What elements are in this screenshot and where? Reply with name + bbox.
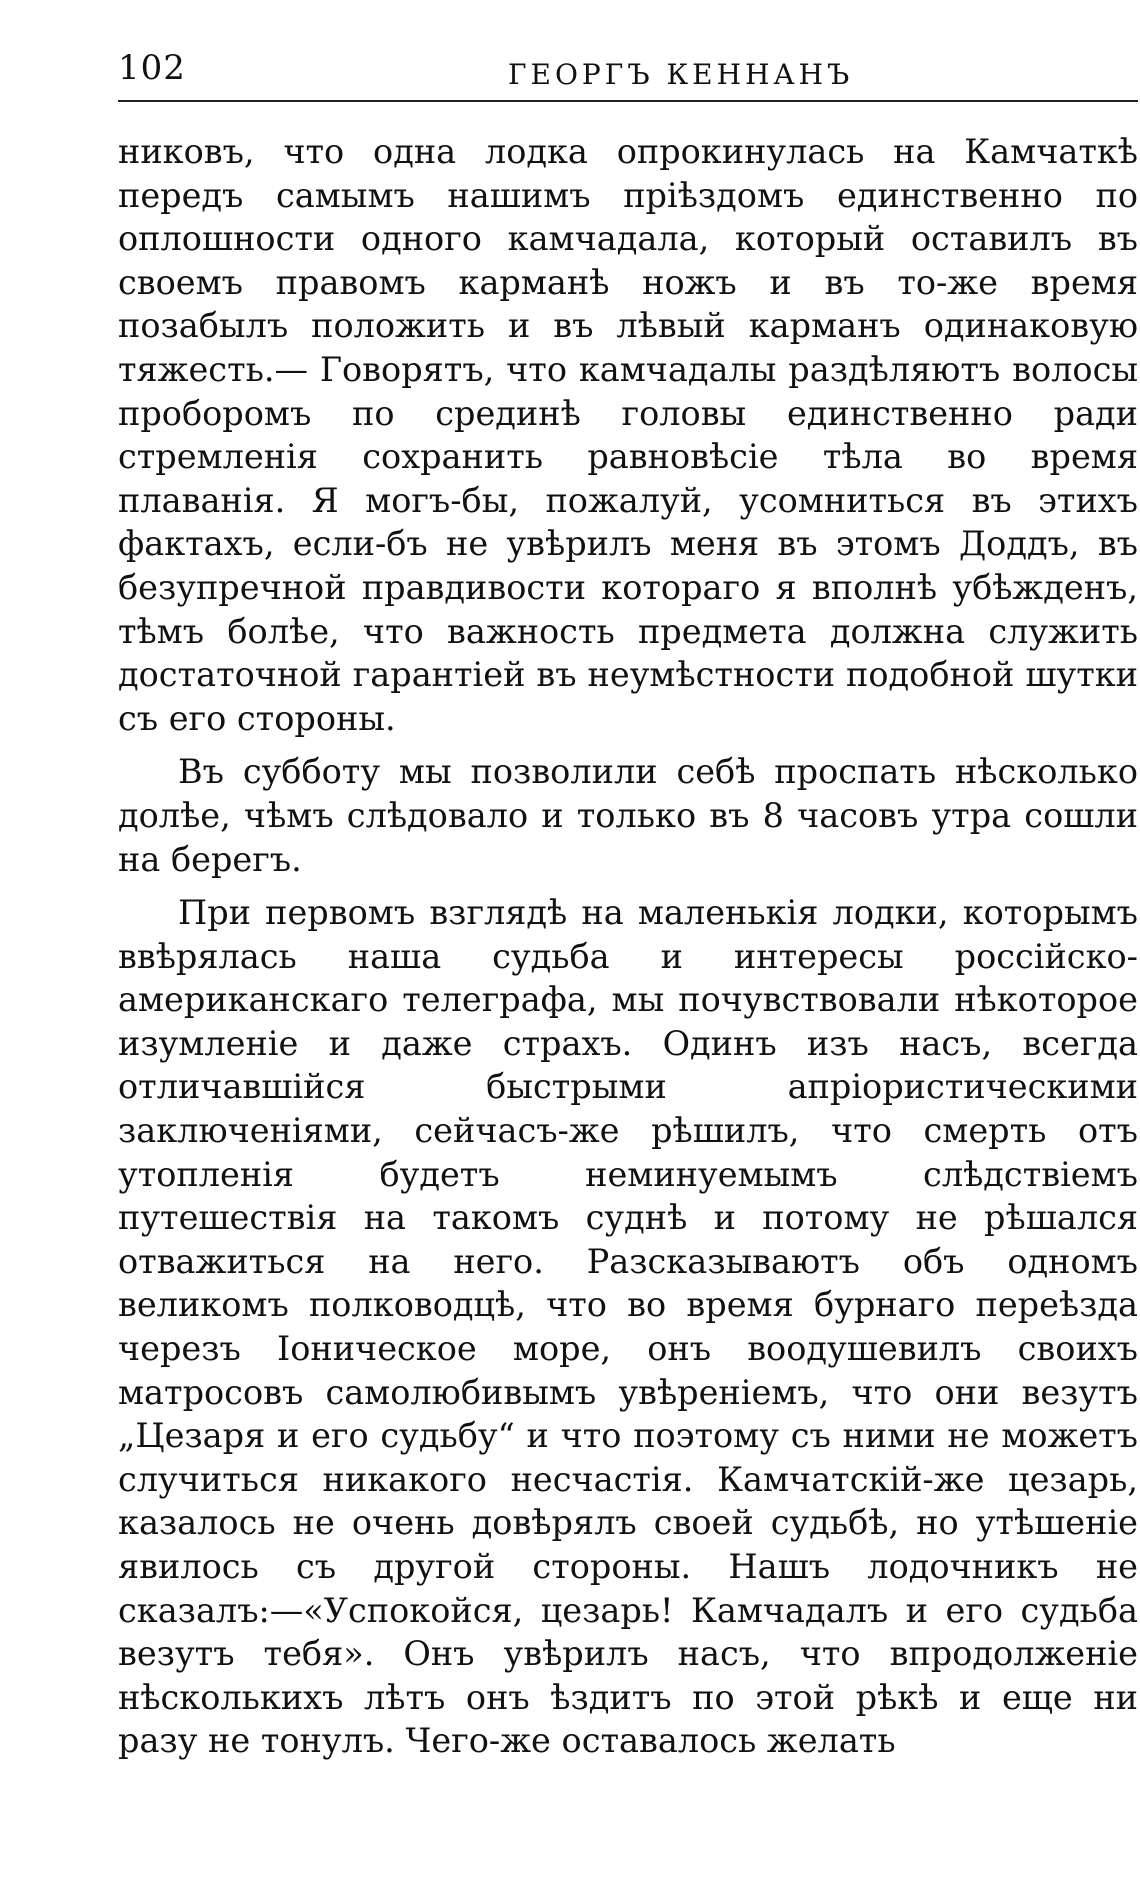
paragraph: Въ субботу мы позволили себѣ проспать нѣсколько долѣе, чѣмъ слѣдовало и только въ 8 часовъ утра сошли на берегъ. bbox=[118, 752, 1138, 879]
header-rule bbox=[118, 100, 1138, 102]
paragraph: никовъ, что одна лодка опрокинулась на Камчаткѣ передъ самымъ нашимъ пріѣздомъ единственно по оплошности одного камчадала, который оставилъ въ своемъ правомъ карманѣ ножъ и въ то-же время позабылъ положить и въ лѣвый карманъ одинаковую тяжесть.— Говорятъ, что камчадалы раздѣляютъ волосы проборомъ по срединѣ головы единственно ради стремленія сохранить равновѣсіе тѣла во время плаванія. Я могъ-бы, пожалуй, усомниться въ этихъ фактахъ, если-бъ не увѣрилъ меня въ этомъ Доддъ, въ безупречной правдивости котораго я вполнѣ убѣжденъ, тѣмъ болѣе, что важность предмета должна служить достаточной гарантіей въ неумѣстности подобной шутки съ его стороны. bbox=[118, 132, 1138, 738]
page-header bbox=[118, 38, 1138, 98]
paragraph: При первомъ взглядѣ на маленькія лодки, которымъ ввѣрялась наша судьба и интересы россійско-американскаго телеграфа, мы почувствовали нѣкоторое изумленіе и даже страхъ. Одинъ изъ насъ, всегда отличавшійся быстрыми апріористическими заключеніями, сейчасъ-же рѣшилъ, что смерть отъ утопленія будетъ неминуемымъ слѣдствіемъ путешествія на такомъ суднѣ и потому не рѣшался отважиться на него. Разсказываютъ объ одномъ великомъ полководцѣ, что во время бурнаго переѣзда черезъ Іоническое море, онъ воодушевилъ своихъ матросовъ самолюбивымъ увѣреніемъ, что они везутъ „Цезаря и его судьбу“ и что поэтому съ ними не можетъ случиться никакого несчастія. Камчатскій-же цезарь, казалось не очень довѣрялъ своей судьбѣ, но утѣшеніе явилось съ другой стороны. Нашъ лодочникъ не сказалъ:—«Успокойся, цезарь! Камчадалъ и его судьба везутъ тебя». Онъ увѣрилъ насъ, что впродолженіе нѣсколькихъ лѣтъ онъ ѣздитъ по этой рѣкѣ и еще ни разу не тонулъ. Чего-же оставалось желать bbox=[118, 893, 1138, 1761]
body-text bbox=[118, 130, 1138, 1763]
page-number: 102 bbox=[118, 48, 186, 88]
running-title: ГЕОРГЪ КЕННАНЪ bbox=[508, 58, 854, 91]
